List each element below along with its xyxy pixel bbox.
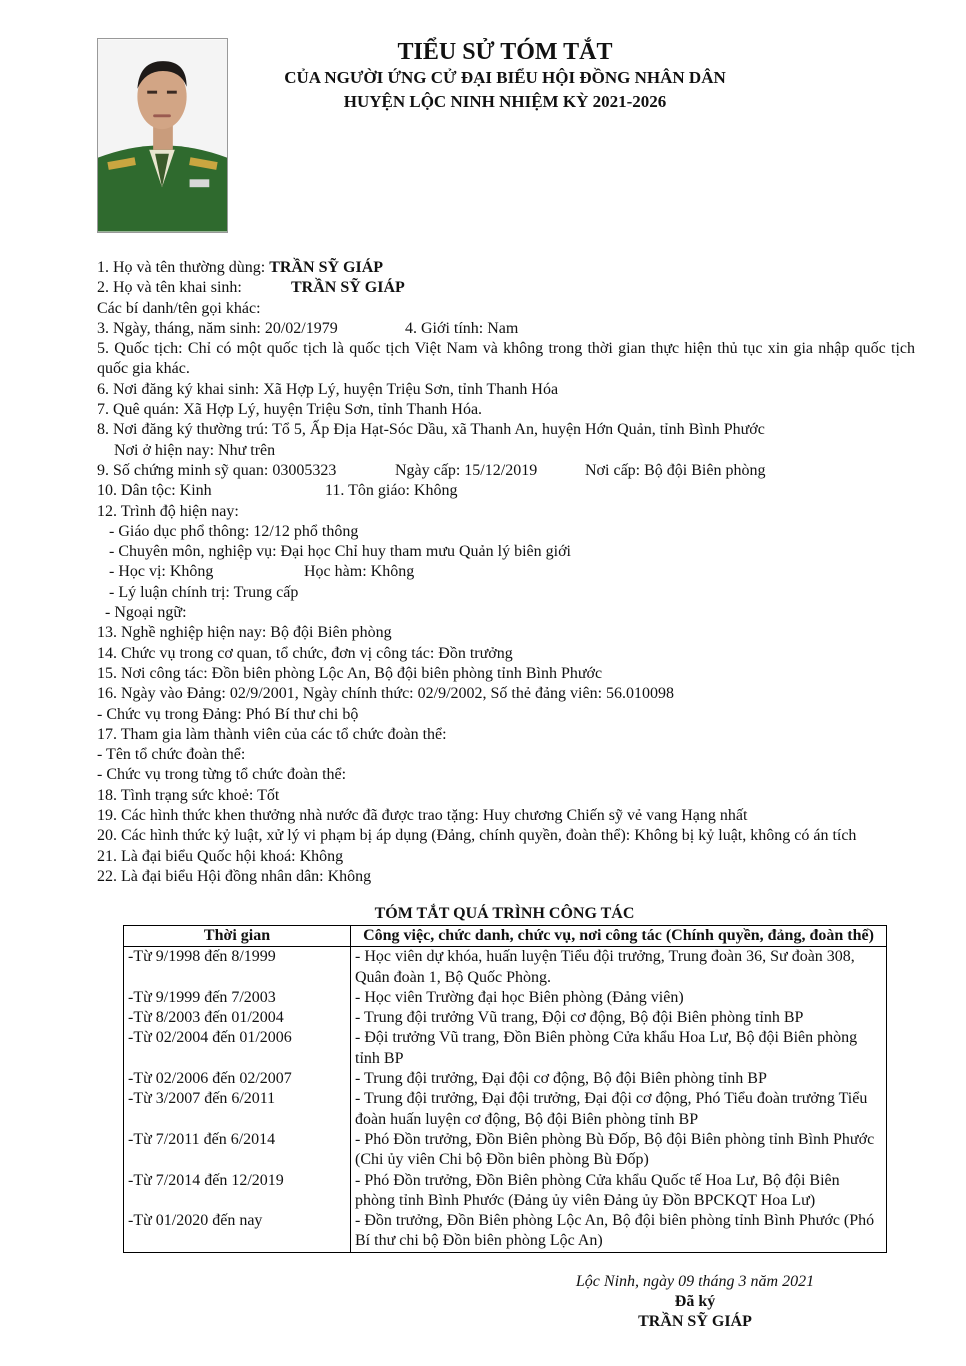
table-row [124, 1028, 887, 1069]
field-15: 15. Nơi công tác: Đồn biên phòng Lộc An, Bộ đội biên phòng tỉnh Bình Phước [97, 664, 603, 682]
cell-time: -Từ 9/1999 đến 7/2003 [124, 988, 351, 1008]
document-subtitle-2: HUYỆN LỘC NINH NHIỆM KỲ 2021-2026 [343, 92, 667, 111]
field-16: 16. Ngày vào Đảng: 02/9/2001, Ngày chính thức: 02/9/2002, Số thẻ đảng viên: 56.010098 [97, 685, 675, 703]
field-17b: - Chức vụ trong từng tổ chức đoàn thể: [97, 766, 347, 784]
portrait-photo [97, 38, 228, 233]
table-row [124, 988, 887, 1008]
field-6: 6. Nơi đăng ký khai sinh: Xã Hợp Lý, huyện Triệu Sơn, tỉnh Thanh Hóa [97, 380, 559, 398]
document-title: TIỂU SỬ TÓM TẮT [397, 39, 613, 65]
table-row [124, 1008, 887, 1028]
document-header [240, 38, 770, 114]
signature-block [500, 1272, 890, 1332]
table-row [124, 1089, 887, 1130]
field-21: 21. Là đại biểu Quốc hội khoá: Không [97, 847, 344, 865]
field-16b: - Chức vụ trong Đảng: Phó Bí thư chi bộ [97, 705, 359, 723]
cell-description: - Đội trưởng Vũ trang, Đồn Biên phòng Cửa khẩu Hoa Lư, Bộ đội Biên phòng tỉnh BP [351, 1028, 887, 1069]
field-8b: Nơi ở hiện nay: Như trên [114, 441, 276, 459]
field-1: 1. Họ và tên thường dùng: TRẦN SỸ GIÁP [97, 259, 384, 276]
document-subtitle-1: CỦA NGƯỜI ỨNG CỬ ĐẠI BIỂU HỘI ĐỒNG NHÂN DÂN [284, 68, 726, 87]
table-row [124, 1211, 887, 1252]
field-12b: - Chuyên môn, nghiệp vụ: Đại học Chỉ huy tham mưu Quản lý biên giới [109, 543, 571, 561]
field-10-11: 10. Dân tộc: Kinh 11. Tôn giáo: Không [97, 482, 458, 500]
field-12: 12. Trình độ hiện nay: [97, 502, 239, 520]
table-header-row [124, 926, 887, 947]
cell-description: - Học viên Trường đại học Biên phòng (Đảng viên) [351, 988, 887, 1008]
field-3-4: 3. Ngày, tháng, năm sinh: 20/02/1979 4. Giới tính: Nam [97, 319, 519, 337]
field-19: 19. Các hình thức khen thưởng nhà nước đã được trao tặng: Huy chương Chiến sỹ vẻ vang Hạng nhất [97, 807, 748, 825]
cell-description: - Trung đội trưởng, Đại đội trưởng, Đại đội cơ động, Phó Tiểu đoàn trưởng Tiểu đoàn huấn luyện cơ động, Bộ đội Biên phòng tỉnh BP [351, 1089, 887, 1130]
table-row [124, 1171, 887, 1212]
cell-time: -Từ 7/2011 đến 6/2014 [124, 1130, 351, 1171]
cell-time: -Từ 7/2014 đến 12/2019 [124, 1171, 351, 1212]
signing-date: Lộc Ninh, ngày 09 tháng 3 năm 2021 [575, 1273, 815, 1290]
cell-description: - Trung đội trưởng, Đại đội cơ động, Bộ đội Biên phòng tỉnh BP [351, 1069, 887, 1089]
cell-time: -Từ 3/2007 đến 6/2011 [124, 1089, 351, 1130]
signer-name: TRẦN SỸ GIÁP [638, 1313, 752, 1330]
field-22: 22. Là đại biểu Hội đồng nhân dân: Không [97, 867, 372, 885]
field-5: 5. Quốc tịch: Chỉ có một quốc tịch là quốc tịch Việt Nam và không trong thời gian thực hiện thủ tục xin gia nhập quốc tịch quốc gia khác. [97, 340, 915, 378]
field-17a: - Tên tổ chức đoàn thể: [97, 746, 246, 764]
field-7: 7. Quê quán: Xã Hợp Lý, huyện Triệu Sơn, tỉnh Thanh Hóa. [97, 401, 483, 419]
field-8: 8. Nơi đăng ký thường trú: Tổ 5, Ấp Địa Hạt-Sóc Dầu, xã Thanh An, huyện Hớn Quản, tỉnh Bình Phước [97, 421, 765, 439]
field-20: 20. Các hình thức kỷ luật, xử lý vi phạm bị áp dụng (Đảng, chính quyền, đoàn thể): Không bị kỷ luật, không có án tích [97, 827, 857, 845]
work-history-table [123, 925, 887, 1253]
signed-label: Đã ký [674, 1293, 716, 1310]
cell-description: - Học viên dự khóa, huấn luyện Tiểu đội trưởng, Trung đoàn 36, Sư đoàn 308, Quân đoàn 1, Bộ Quốc Phòng. [351, 947, 887, 988]
cell-description: - Phó Đồn trưởng, Đồn Biên phòng Cửa khẩu Quốc tế Hoa Lư, Bộ đội Biên phòng tỉnh Bình Phước (Đảng ủy viên Đảng ủy Đồn BPCKQT Hoa Lư) [351, 1171, 887, 1212]
work-history-title: TÓM TẮT QUÁ TRÌNH CÔNG TÁC [374, 905, 635, 922]
work-history-rows [124, 947, 887, 1252]
field-12a: - Giáo dục phổ thông: 12/12 phổ thông [109, 522, 359, 540]
cell-time: -Từ 02/2004 đến 01/2006 [124, 1028, 351, 1069]
cell-description: - Phó Đồn trưởng, Đồn Biên phòng Bù Đốp, Bộ đội Biên phòng tỉnh Bình Phước (Chi ủy viên Chi bộ Đồn biên phòng Bù Đốp) [351, 1130, 887, 1171]
cell-time: -Từ 02/2006 đến 02/2007 [124, 1069, 351, 1089]
table-row [124, 1130, 887, 1171]
table-row [124, 947, 887, 988]
column-header-description: Công việc, chức danh, chức vụ, nơi công tác (Chính quyền, đảng, đoàn thể) [351, 926, 887, 947]
column-header-time: Thời gian [124, 926, 351, 947]
cell-time: -Từ 01/2020 đến nay [124, 1211, 351, 1252]
field-alias: Các bí danh/tên gọi khác: [97, 299, 261, 317]
field-12d: - Lý luận chính trị: Trung cấp [109, 583, 299, 601]
field-9: 9. Số chứng minh sỹ quan: 03005323 Ngày cấp: 15/12/2019 Nơi cấp: Bộ đội Biên phòng [97, 461, 766, 479]
cell-time: -Từ 9/1998 đến 8/1999 [124, 947, 351, 988]
field-12c: - Học vị: Không Học hàm: Không [109, 563, 415, 581]
field-2: 2. Họ và tên khai sinh: TRẦN SỸ GIÁP [97, 279, 405, 297]
field-18: 18. Tình trạng sức khoẻ: Tốt [97, 786, 280, 804]
cell-description: - Đồn trưởng, Đồn Biên phòng Lộc An, Bộ đội biên phòng tỉnh Bình Phước (Phó Bí thư chi bộ Đồn biên phòng Lộc An) [351, 1211, 887, 1252]
field-14: 14. Chức vụ trong cơ quan, tổ chức, đơn vị công tác: Đồn trưởng [97, 644, 513, 662]
field-17: 17. Tham gia làm thành viên của các tổ chức đoàn thể: [97, 725, 447, 743]
biography-fields [97, 258, 915, 887]
portrait-illustration [98, 39, 227, 232]
field-13: 13. Nghề nghiệp hiện nay: Bộ đội Biên phòng [97, 624, 392, 642]
cell-description: - Trung đội trưởng Vũ trang, Đội cơ động, Bộ đội Biên phòng tỉnh BP [351, 1008, 887, 1028]
table-row [124, 1069, 887, 1089]
cell-time: -Từ 8/2003 đến 01/2004 [124, 1008, 351, 1028]
field-12e: - Ngoại ngữ: [105, 604, 187, 622]
